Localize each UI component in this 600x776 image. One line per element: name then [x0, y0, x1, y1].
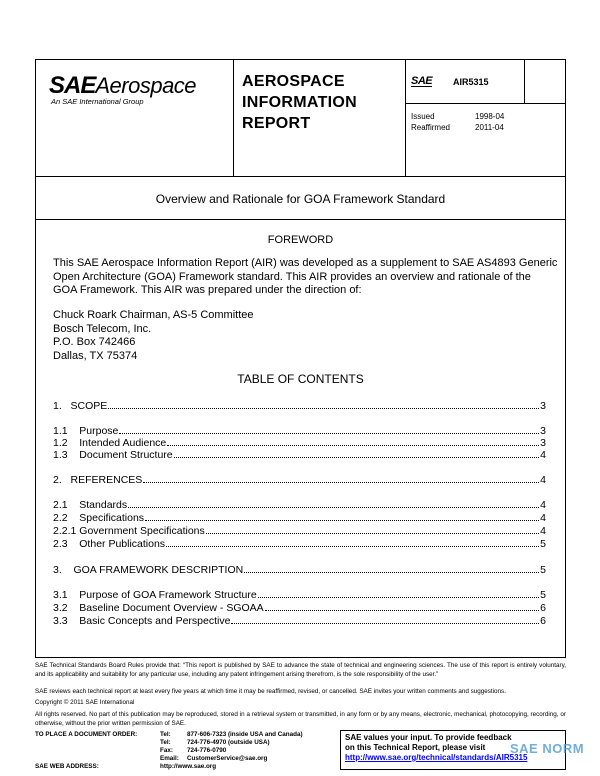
doc-type [242, 71, 402, 134]
foreword-paragraph [53, 257, 563, 298]
reaffirmed-label: Reaffirmed [411, 123, 450, 132]
toc-entry[interactable] [53, 588, 546, 602]
toc-entry-page: 5 [540, 564, 546, 576]
toc-entry[interactable] [53, 524, 546, 538]
address-line: Bosch Telecom, Inc. [53, 322, 152, 335]
address-line: Chuck Roark Chairman, AS-5 Committee [53, 309, 254, 321]
title-divider [35, 219, 566, 220]
doc-number: AIR5315 [453, 77, 489, 87]
email-link[interactable]: CustomerService@sae.org [187, 755, 268, 762]
paragraph-line: This SAE Aerospace Information Report (AIR) was developed as a supplement to SAE AS4893 Generic [53, 257, 558, 269]
toc-leader [108, 399, 539, 409]
toc-leader [174, 448, 540, 458]
toc-leader [167, 436, 539, 446]
copyright: Copyright © 2011 SAE International [35, 699, 135, 706]
header-divider-2 [405, 59, 406, 177]
toc-entry-number: 1.2 [53, 437, 80, 449]
reaffirmed-value: 2011-04 [475, 123, 504, 132]
toc-entry-number: 2.1 [53, 499, 80, 511]
logo-brand: SAE [49, 72, 96, 99]
toc-entry-number: 2.2 [53, 512, 80, 524]
toc-entry-number: 2.2.1 [53, 525, 80, 537]
toc-entry-title: Baseline Document Overview - SGOAA [79, 602, 264, 614]
toc-leader [128, 498, 539, 508]
sae-aerospace-logo [49, 72, 229, 112]
toc-leader [258, 588, 539, 598]
toc-entry-page: 3 [540, 437, 546, 449]
committee-address [53, 309, 453, 363]
contact-value: 724-776-0790 [187, 747, 227, 754]
toc-entry[interactable] [53, 614, 546, 628]
paragraph-line: GOA Framework. This AIR was prepared under the direction of: [53, 284, 362, 296]
issued-label: Issued [411, 112, 435, 121]
toc-entry-title: Intended Audience [79, 437, 167, 449]
issued-value: 1998-04 [475, 112, 505, 121]
contact-value: 877-606-7323 (inside USA and Canada) [187, 731, 303, 738]
toc-entry-page: 6 [540, 615, 546, 627]
toc-entry-number: 2. [53, 474, 71, 486]
toc-entry-page: 6 [540, 602, 546, 614]
header-divider-4 [405, 103, 566, 104]
toc-leader [166, 537, 539, 547]
order-label: TO PLACE A DOCUMENT ORDER: [35, 731, 138, 738]
toc-entry[interactable] [53, 448, 546, 462]
feedback-link[interactable]: http://www.sae.org/technical/standards/AIR5315 [345, 753, 528, 762]
contact-label: Fax: [160, 747, 173, 754]
logo-product: Aerospace [95, 73, 197, 98]
toc-entry-number: 3.1 [53, 589, 80, 601]
toc-leader [143, 473, 539, 483]
toc-entry-title: Specifications [79, 512, 145, 524]
doc-type-line: REPORT [242, 115, 311, 132]
sae-mini-logo: SAE [411, 75, 433, 87]
toc-leader [206, 524, 539, 534]
toc-entry[interactable] [53, 473, 546, 487]
toc-entry-number: 1.1 [53, 425, 80, 437]
contact-label: Tel: [160, 739, 171, 746]
logo-tagline: An SAE International Group [51, 97, 144, 106]
toc-leader [244, 563, 539, 573]
document-title: Overview and Rationale for GOA Framework Standard [155, 192, 446, 206]
toc-entry-title: Other Publications [79, 538, 166, 550]
rights-text: All rights reserved. No part of this publication may be reproduced, stored in a retrieval system or transmitted, in any form or by any means, electronic, mechanical, photocopying, recording, or otherwise, without the prior written permission of SAE. [35, 711, 566, 727]
toc-leader [145, 511, 539, 521]
address-line: Dallas, TX 75374 [53, 349, 138, 362]
toc-entry-title: GOA FRAMEWORK DESCRIPTION [73, 564, 244, 576]
toc-entry-title: REFERENCES [70, 474, 143, 486]
toc-entry-number: 3.3 [53, 615, 80, 627]
toc-entry-number: 3.2 [53, 602, 80, 614]
toc-entry-page: 4 [540, 499, 546, 511]
doc-type-line: INFORMATION [242, 94, 357, 111]
contact-label: Tel: [160, 731, 171, 738]
toc-entry[interactable] [53, 511, 546, 525]
toc-entry-page: 5 [540, 538, 546, 550]
toc-entry[interactable] [53, 601, 546, 615]
toc-heading: TABLE OF CONTENTS [237, 372, 364, 386]
address-line: P.O. Box 742466 [53, 336, 136, 348]
toc-entry-title: Document Structure [79, 449, 173, 461]
web-label: SAE WEB ADDRESS: [35, 763, 99, 770]
paragraph-line: Open Architecture (GOA) Framework standard. This AIR provides an overview and rationale of the [53, 270, 531, 283]
toc-entry-title: Government Specifications [79, 525, 205, 537]
toc-leader [231, 614, 539, 624]
toc-entry-page: 3 [540, 400, 546, 412]
toc-entry-page: 4 [540, 512, 546, 524]
toc-entry-page: 4 [540, 449, 546, 461]
toc-entry[interactable] [53, 498, 546, 512]
feedback-line: on this Technical Report, please visit [345, 743, 486, 752]
toc-entry-title: Standards [79, 499, 128, 511]
footer-rule [35, 657, 566, 658]
toc-leader [265, 601, 539, 611]
toc-entry[interactable] [53, 563, 546, 577]
foreword-heading: FOREWORD [267, 234, 334, 246]
toc-leader [119, 424, 539, 434]
toc-entry-number: 1.3 [53, 449, 80, 461]
toc-entry-title: Purpose of GOA Framework Structure [79, 589, 257, 601]
toc-entry-page: 5 [540, 589, 546, 601]
review-text: SAE reviews each technical report at least every five years at which time it may be reaffirmed, revised, or cancelled. SAE invites your written comments and suggestions. [35, 688, 506, 695]
main-frame [35, 177, 566, 657]
rules-text: SAE Technical Standards Board Rules provide that: “This report is published by SAE to advance the state of technical and engineering sciences. The use of this report is entirely voluntary, and its applicability and suitability for any particular use, including any patent infringement arising therefrom, is the sole responsibility of the user.” [35, 662, 566, 678]
toc-entry-number: 2.3 [53, 538, 80, 550]
doc-type-line: AEROSPACE [242, 73, 345, 90]
toc-entry-number: 3. [53, 564, 74, 576]
toc-entry-page: 4 [540, 525, 546, 537]
header-divider-1 [233, 59, 234, 177]
web-address-link[interactable]: http://www.sae.org [160, 763, 217, 770]
toc-entry[interactable] [53, 399, 546, 413]
watermark: SAE NORM [510, 741, 585, 756]
toc-entry-title: SCOPE [70, 400, 108, 412]
contact-label: Email: [160, 755, 179, 762]
toc-entry-number: 1. [53, 400, 71, 412]
toc-entry-title: Basic Concepts and Perspective [79, 615, 231, 627]
toc-entry-page: 3 [540, 425, 546, 437]
toc-entry-page: 4 [540, 474, 546, 486]
header-divider-3 [524, 59, 525, 103]
toc-entry-title: Purpose [79, 425, 119, 437]
toc-entry[interactable] [53, 537, 546, 551]
feedback-line: SAE values your input. To provide feedback [345, 733, 512, 742]
contact-value: 724-776-4970 (outside USA) [187, 739, 270, 746]
